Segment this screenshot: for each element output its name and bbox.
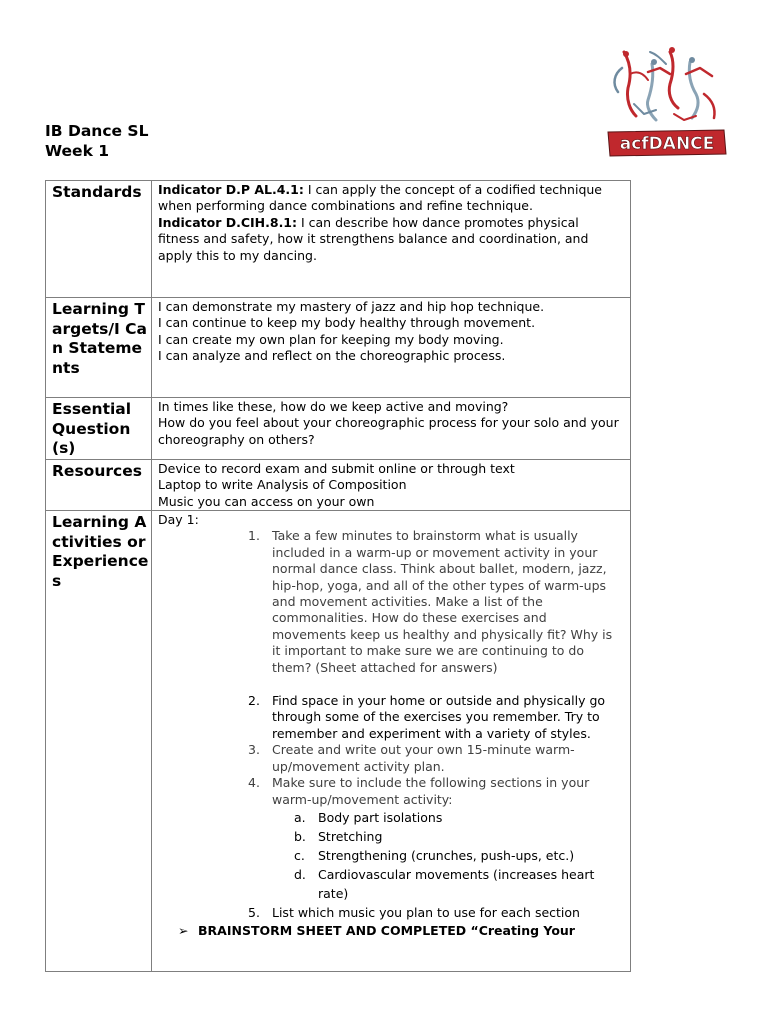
sub-item-text: Body part isolations xyxy=(318,809,443,825)
resource-item: Laptop to write Analysis of Composition xyxy=(158,477,407,493)
resource-item: Device to record exam and submit online or through text xyxy=(158,460,515,476)
resource-item: Music you can access on your own xyxy=(158,493,375,509)
day-label: Day 1: xyxy=(158,512,199,527)
activity-step-3 xyxy=(158,742,624,775)
sub-item-text: Strengthening (crunches, push-ups, etc.) xyxy=(318,847,575,863)
spacer xyxy=(158,676,624,693)
target-item: I can create my own plan for keeping my body moving. xyxy=(158,331,504,347)
target-item: I can continue to keep my body healthy through movement. xyxy=(158,315,536,331)
activity-step-1 xyxy=(158,528,624,676)
resources-row xyxy=(46,459,631,510)
step-number: 5. xyxy=(248,904,260,920)
sub-item xyxy=(158,865,624,903)
step-text: Make sure to include the following sections in your warm-up/movement activity: xyxy=(272,775,590,807)
activity-step-4 xyxy=(158,775,624,808)
step-text: Create and write out your own 15-minute warm-up/movement activity plan. xyxy=(272,742,575,774)
step-number: 2. xyxy=(248,693,260,709)
activities-row xyxy=(46,511,631,972)
page-title xyxy=(45,121,148,161)
sub-item-letter: a. xyxy=(294,809,306,825)
brainstorm-instruction xyxy=(158,923,624,939)
logo-text: acfDANCE xyxy=(619,134,715,154)
step-number: 3. xyxy=(248,742,260,758)
targets-content xyxy=(152,298,631,398)
sub-item-text: Cardiovascular movements (increases heart rate) xyxy=(318,866,595,901)
sub-item xyxy=(158,846,624,865)
title-course: IB Dance SL xyxy=(45,122,149,140)
arrow-bullet-icon: ➢ xyxy=(178,922,189,938)
sub-item xyxy=(158,827,624,846)
questions-content xyxy=(152,398,631,460)
targets-row xyxy=(46,298,631,398)
acfdance-logo xyxy=(604,44,728,168)
questions-label: Essential Question(s) xyxy=(46,398,152,460)
step-number: 4. xyxy=(248,775,260,791)
title-week: Week 1 xyxy=(45,142,110,160)
standards-row xyxy=(46,181,631,298)
indicator-2-text: I can describe how dance promotes physical fitness and safety, how it strengthens balance and coordination, and apply this to my dancing. xyxy=(158,214,589,263)
question-item: In times like these, how do we keep active and moving? xyxy=(158,399,509,414)
lesson-plan-table xyxy=(45,180,631,972)
step-text: List which music you plan to use for each section xyxy=(272,904,580,920)
sub-item-text: Stretching xyxy=(318,828,383,844)
step-text: Take a few minutes to brainstorm what is usually included in a warm-up or movement activity in your normal dance class. Think about ballet, modern, jazz, hip-hop, yoga, and all of the other types of warm-ups and movement activities. Make a list of the commonalities. How do these exercises and movements keep us healthy and physically fit? Why is it important to make sure we are continuing to do them? (Sheet attached for answers) xyxy=(272,528,613,675)
indicator-2-label: Indicator D.CIH.8.1: xyxy=(158,214,298,230)
question-item: How do you feel about your choreographic process for your solo and your choreography on others? xyxy=(158,415,619,447)
targets-label: Learning Targets/I Can Statements xyxy=(46,298,152,398)
target-item: I can demonstrate my mastery of jazz and hip hop technique. xyxy=(158,299,545,314)
resources-content xyxy=(152,459,631,510)
sub-item-letter: b. xyxy=(294,828,306,844)
activity-steps xyxy=(158,528,624,922)
sub-item-letter: d. xyxy=(294,866,306,882)
activities-label: Learning Activities or Experiences xyxy=(46,511,152,972)
target-item: I can analyze and reflect on the choreographic process. xyxy=(158,348,506,364)
activity-step-2 xyxy=(158,693,624,742)
step-number: 1. xyxy=(248,528,260,544)
indicator-1-label: Indicator D.P AL.4.1: xyxy=(158,182,304,197)
standards-content xyxy=(152,181,631,298)
brainstorm-text: BRAINSTORM SHEET AND COMPLETED “Creating Your xyxy=(198,922,575,938)
step-text: Find space in your home or outside and physically go through some of the exercises you remember. Try to remember and experiment with a variety of styles. xyxy=(272,693,606,741)
sub-item xyxy=(158,808,624,827)
activity-step-5 xyxy=(158,903,624,922)
activities-content xyxy=(152,511,631,972)
sub-item-letter: c. xyxy=(294,847,305,863)
resources-label: Resources xyxy=(46,459,152,510)
indicator-1-text: I can apply the concept of a codified technique when performing dance combinations and refine technique. xyxy=(158,182,602,214)
questions-row xyxy=(46,398,631,460)
standards-label: Standards xyxy=(46,181,152,298)
